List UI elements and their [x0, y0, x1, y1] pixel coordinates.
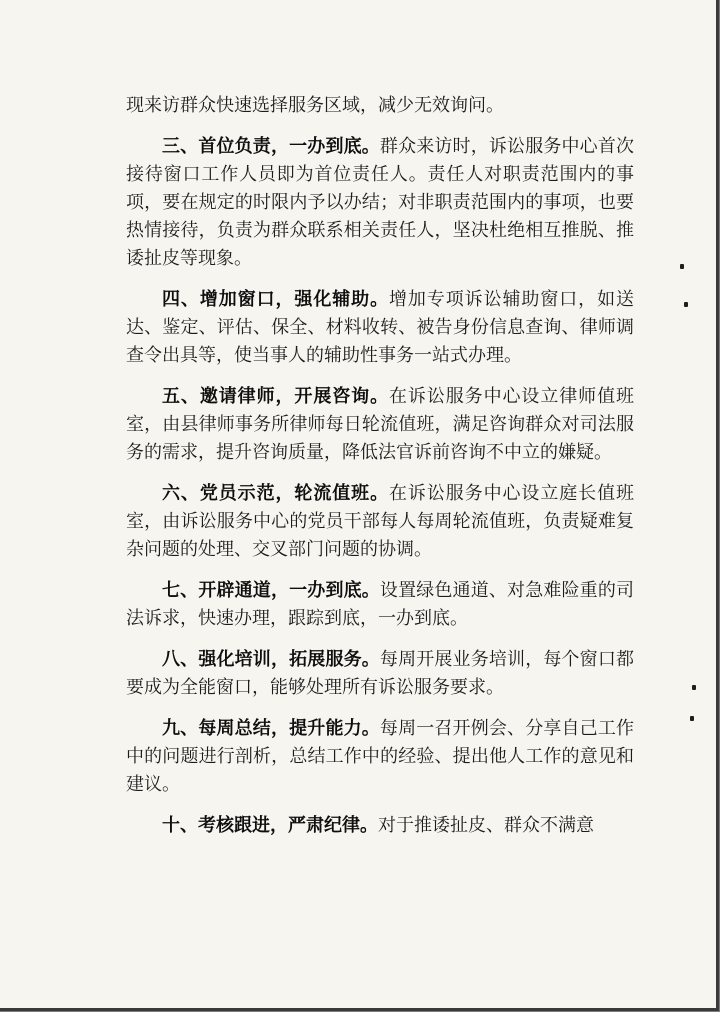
paragraph-item-10	[126, 812, 634, 840]
paragraph-text: 群众来访时，诉讼服务中心首次接待窗口工作人员即为首位责任人。责任人对职责范围内的事项，要在规定的时限内予以办结；对非职责范围内的事项，也要热情接待，负责为群众联系相关责任人，坚决杜绝相互推脱、推诿扯皮等现象。	[126, 136, 635, 269]
scan-speck	[692, 685, 696, 690]
document-body	[126, 92, 634, 853]
paragraph-heading: 四、增加窗口，强化辅助。	[162, 289, 389, 310]
paragraph-heading: 八、强化培训，拓展服务。	[162, 649, 380, 670]
paragraph-heading: 十、考核跟进，严肃纪律。	[162, 815, 378, 836]
paragraph-item-5	[126, 383, 634, 467]
paragraph-text: 对于推诿扯皮、群众不满意	[378, 815, 594, 836]
paragraph-heading: 六、党员示范，轮流值班。	[162, 483, 389, 504]
paragraph-heading: 三、首位负责，一办到底。	[162, 136, 380, 157]
paragraph-text: 每周开展业务培训，每个窗口都要成为全能窗口，能够处理所有诉讼服务要求。	[126, 649, 635, 698]
paragraph-item-7	[126, 577, 634, 633]
paragraph-heading: 七、开辟通道，一办到底。	[162, 580, 380, 601]
paragraph-text: 每周一召开例会、分享自己工作中的问题进行剖析，总结工作中的经验、提出他人工作的意见和建议。	[126, 718, 635, 795]
paragraph-text: 增加专项诉讼辅助窗口，如送达、鉴定、评估、保全、材料收转、被告身份信息查询、律师调查令出具等，使当事人的辅助性事务一站式办理。	[126, 289, 634, 366]
paragraph-heading: 九、每周总结，提升能力。	[162, 718, 380, 739]
scan-speck	[690, 716, 694, 721]
paragraph-text: 在诉讼服务中心设立庭长值班室，由诉讼服务中心的党员干部每人每周轮流值班，负责疑难复杂问题的处理、交叉部门问题的协调。	[126, 483, 634, 560]
paragraph-item-4	[126, 286, 634, 370]
scan-speck	[680, 264, 684, 269]
paragraph-item-6	[126, 480, 634, 564]
scan-speck	[684, 302, 688, 307]
paragraph-text: 在诉讼服务中心设立律师值班室，由县律师事务所律师每日轮流值班，满足咨询群众对司法服务的需求，提升咨询质量，降低法官诉前咨询不中立的嫌疑。	[126, 386, 634, 463]
paragraph-text: 设置绿色通道、对急难险重的司法诉求，快速办理，跟踪到底，一办到底。	[126, 580, 635, 629]
paragraph-heading: 五、邀请律师，开展咨询。	[162, 386, 389, 407]
paragraph-continuation	[126, 92, 634, 120]
paragraph-text: 现来访群众快速选择服务区域，减少无效询问。	[126, 95, 504, 116]
paragraph-item-9	[126, 715, 634, 799]
paragraph-item-3	[126, 133, 634, 273]
paragraph-item-8	[126, 646, 634, 702]
